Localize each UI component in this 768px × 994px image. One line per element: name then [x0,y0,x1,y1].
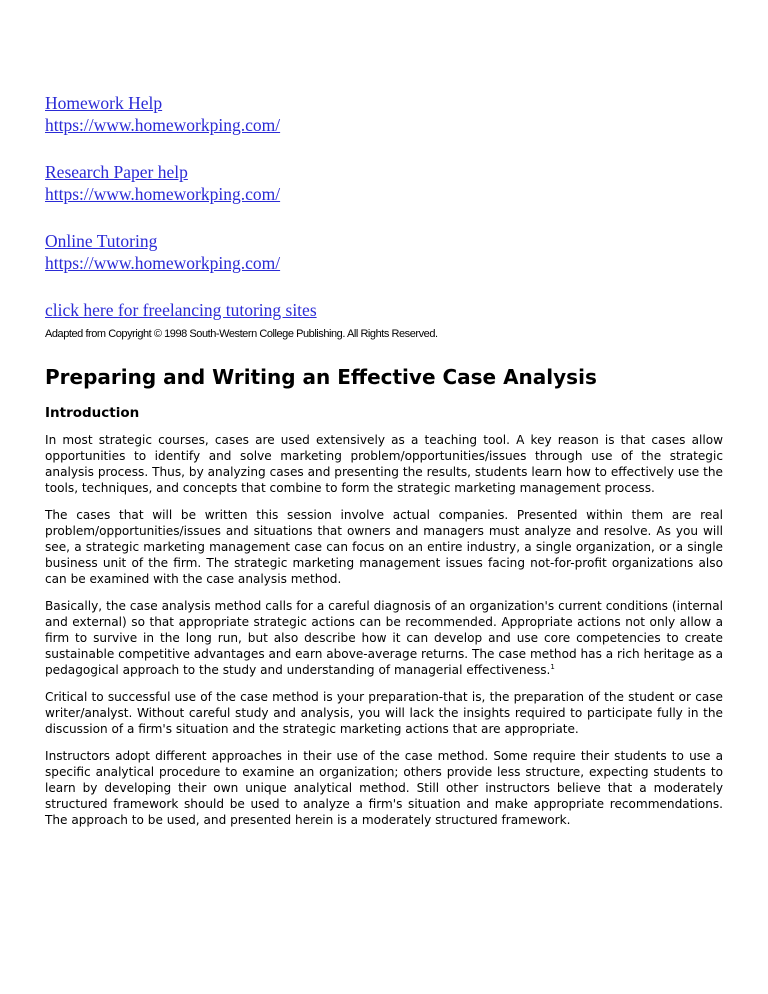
link-group-tutoring [45,230,723,274]
link-group-homework [45,92,723,136]
homework-help-url-link[interactable]: https://www.homeworkping.com/ [45,115,281,135]
section-heading-introduction: Introduction [45,405,140,421]
paragraph-2: The cases that will be written this session involve actual companies. Presented within them are real problem/opportunities/issues and situations that owners and managers must analyze and resolve. As you will see, a strategic marketing management case can focus on an entire industry, a single organization, or a single business unit of the firm. The strategic marketing management issues facing not-for-profit organizations also can be examined with the case analysis method. [45,508,723,586]
footnote-marker: 1 [550,662,555,671]
copyright-notice: Adapted from Copyright © 1998 South-Western College Publishing. All Rights Reserved. [45,328,438,340]
research-paper-help-link[interactable]: Research Paper help [45,162,188,182]
paragraph-5: Instructors adopt different approaches in their use of the case method. Some require their students to use a specific analytical procedure to examine an organization; others provide less structure, expecting students to learn by developing their own unique analytical method. Still other instructors believe that a moderately structured framework should be used to analyze a firm's situation and make appropriate recommendations. The approach to be used, and presented herein is a moderately structured framework. [45,749,723,827]
document-page [45,92,723,839]
link-list [45,92,723,321]
paragraph-3 [45,598,723,678]
paragraph-3-text: Basically, the case analysis method calls for a careful diagnosis of an organization's current conditions (internal and external) so that appropriate strategic actions can be recommended. Appropriate actions not only allow a firm to survive in the long run, but also describe how it can develop and use core competencies to create sustainable competitive advantages and earn above-average returns. The case method has a rich heritage as a pedagogical approach to the study and understanding of managerial effectiveness. [45,599,724,677]
online-tutoring-url-link[interactable]: https://www.homeworkping.com/ [45,253,281,273]
freelancing-tutoring-link[interactable]: click here for freelancing tutoring sites [45,300,317,320]
link-group-research [45,161,723,205]
document-title: Preparing and Writing an Effective Case Analysis [45,365,597,389]
homework-help-link[interactable]: Homework Help [45,93,163,113]
paragraph-1: In most strategic courses, cases are used extensively as a teaching tool. A key reason is that cases allow opportunities to identify and solve marketing problem/opportunities/issues through use of the strategic analysis process. Thus, by analyzing cases and presenting the results, students learn how to effectively use the tools, techniques, and concepts that combine to form the strategic marketing management process. [45,433,723,495]
online-tutoring-link[interactable]: Online Tutoring [45,231,158,251]
link-group-freelance [45,299,723,321]
research-paper-url-link[interactable]: https://www.homeworkping.com/ [45,184,281,204]
paragraph-4: Critical to successful use of the case method is your preparation-that is, the preparation of the student or case writer/analyst. Without careful study and analysis, you will lack the insights required to participate fully in the discussion of a firm's situation and the strategic marketing actions that are appropriate. [45,690,723,736]
